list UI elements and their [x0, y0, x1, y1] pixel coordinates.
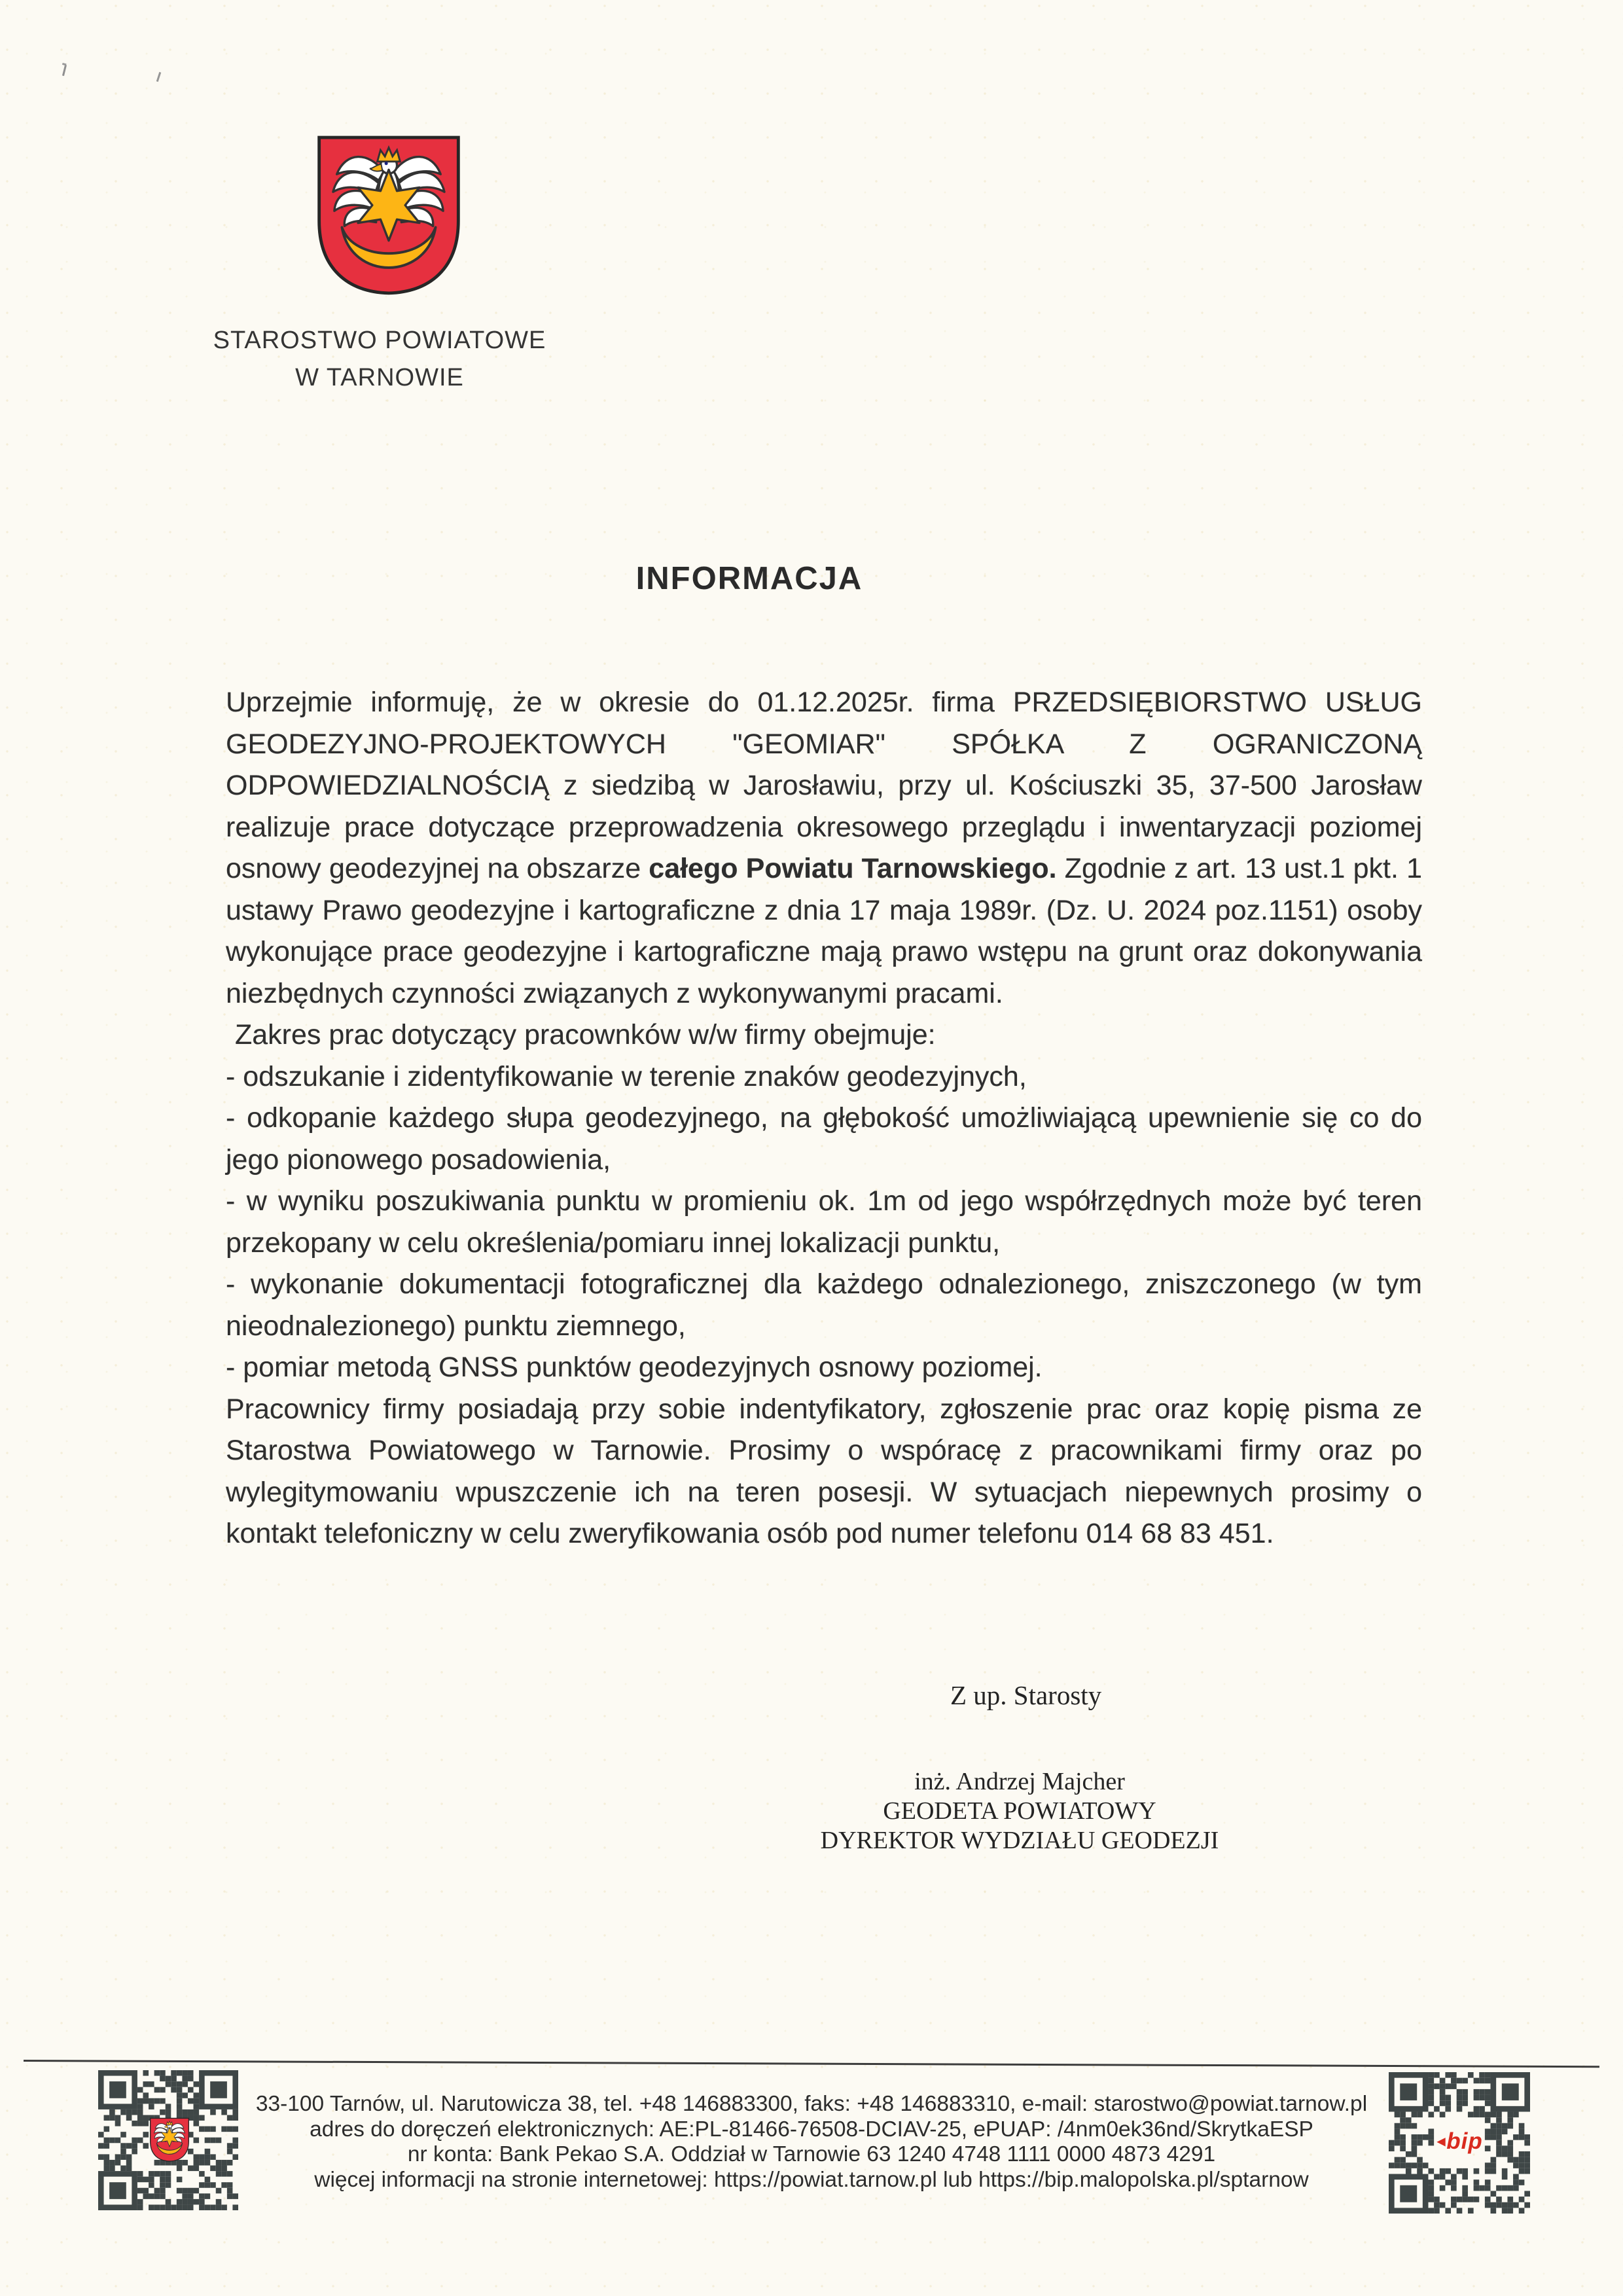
org-name-line2: W TARNOWIE	[295, 364, 464, 391]
document-title: INFORMACJA	[635, 561, 863, 596]
footer-bank-line: nr konta: Bank Pekao S.A. Oddział w Tarnowie 63 1240 4748 1111 0000 4873 4291	[407, 2142, 1216, 2166]
org-name-line1: STAROSTWO POWIATOWE	[213, 327, 546, 354]
footer-website-line: więcej informacji na stronie internetowej: https://powiat.tarnow.pl lub https://bip.malopolska.pl/sptarnow	[314, 2167, 1309, 2192]
bip-logo-label: bip	[1446, 2128, 1483, 2154]
footer-address-line: 33-100 Tarnów, ul. Narutowicza 38, tel. +48 146883300, faks: +48 146883310, e-mail: starostwo@powiat.tarnow.pl	[255, 2092, 1368, 2116]
body-paragraph: Pracownicy firmy posiadają przy sobie indentyfikatory, zgłoszenie prac oraz kopię pisma ze Starostwa Powiatowego w Tarnowie. Prosimy o wspóracę z pracownikami firmy oraz po wylegitymowaniu wpuszczenie ich na teren posesji. W sytuacjach niepewnych prosimy o kontakt telefoniczny w celu zweryfikowania osób pod numer telefonu 014 68 83 451.	[226, 1393, 1422, 1549]
bip-logo	[1423, 2128, 1497, 2155]
bip-arrow-icon: ◂	[1437, 2132, 1446, 2150]
body-paragraph: - odszukanie i zidentyfikowanie w terenie znaków geodezyjnych,	[226, 1060, 1027, 1092]
body-paragraph: - wykonanie dokumentacji fotograficznej dla każdego odnalezionego, zniszczonego (w tym nieodnalezionego) punktu ziemnego,	[226, 1268, 1422, 1342]
signature-block	[758, 1767, 1281, 1856]
organization-name	[118, 322, 641, 397]
footer-eaddress-line: adres do doręczeń elektronicznych: AE:PL-81466-76508-DCIAV-25, ePUAP: /4nm0ek36nd/SkrytkaESP	[310, 2117, 1313, 2142]
scan-artifact	[62, 65, 67, 76]
county-coat-of-arms-icon	[313, 132, 465, 297]
scan-artifact	[156, 72, 161, 82]
footer-divider	[24, 2060, 1599, 2068]
body-paragraph: Uprzejmie informuję, że w okresie do 01.12.2025r. firma PRZEDSIĘBIORSTWO USŁUG GEODEZYJNO-PROJEKTOWYCH "GEOMIAR" SPÓŁKA Z OGRANICZONĄ ODPOWIEDZIALNOŚCIĄ z siedzibą w Jarosławiu, przy ul. Kościuszki 35, 37-500 Jarosław realizuje prace dotyczące przeprowadzenia okresowego przeglądu i inwentaryzacji poziomej osnowy geodezyjnej na obszarze całego Powiatu Tarnowskiego. Zgodnie z art. 13 ust.1 pkt. 1 ustawy Prawo geodezyjne i kartograficzne z dnia 17 maja 1989r. (Dz. U. 2024 poz.1151) osoby wykonujące prace geodezyjne i kartograficzne mają prawo wstępu na grunt oraz dokonywania niezbędnych czynności związanych z wykonywanymi pracami.	[226, 687, 1422, 1009]
body-paragraph: - odkopanie każdego słupa geodezyjnego, na głębokość umożliwiającą upewnienie się co do jego pionowego posadowienia,	[226, 1102, 1422, 1175]
body-paragraph: - pomiar metodą GNSS punktów geodezyjnych osnowy poziomej.	[226, 1352, 1043, 1383]
body-paragraph: - w wyniku poszukiwania punktu w promieniu ok. 1m od jego współrzędnych może być teren przekopany w celu określenia/pomiaru innej lokalizacji punktu,	[226, 1185, 1422, 1259]
signature-authorization: Z up. Starosty	[950, 1680, 1102, 1710]
signatory-title-1: GEODETA POWIATOWY	[883, 1797, 1156, 1825]
signatory-title-2: DYREKTOR WYDZIAŁU GEODEZJI	[820, 1827, 1219, 1854]
body-paragraph: Zakres prac dotyczący pracownków w/w firmy obejmuje:	[235, 1019, 936, 1050]
footer-contact-block	[255, 2092, 1368, 2193]
signatory-name: inż. Andrzej Majcher	[914, 1768, 1125, 1795]
qr-center-crest-icon	[149, 2117, 190, 2162]
body-text	[226, 682, 1422, 1555]
